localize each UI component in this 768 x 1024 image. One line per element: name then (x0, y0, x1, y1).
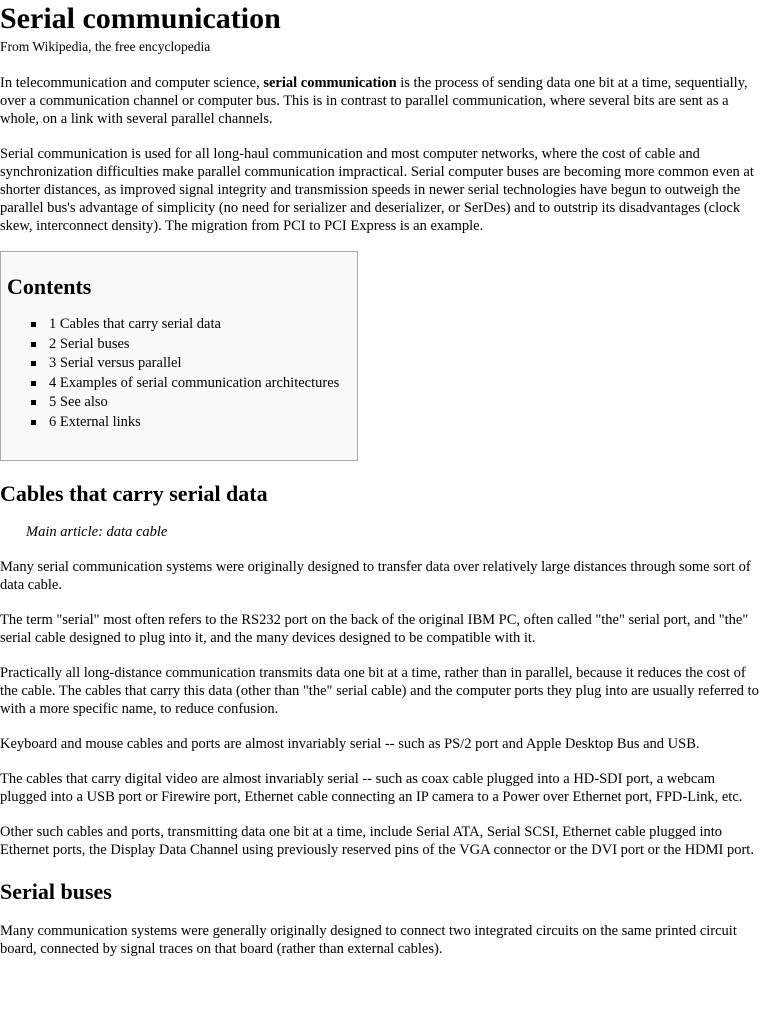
bullet-icon (31, 420, 36, 425)
intro-paragraph-1 (0, 74, 762, 128)
toc-item[interactable] (31, 374, 351, 394)
toc-title: Contents (7, 274, 92, 299)
intro-paragraph-2: Serial communication is used for all long-haul communication and most computer networks, where the cost of cable and synchronization difficulties make parallel communication impractical. Serial computer buses are becoming more common even at shorter distances, as improved signal integrity and transmission speeds in newer serial technologies have begun to outweigh the parallel bus's advantage of simplicity (no need for serializer and deserializer, or SerDes) and to outstrip its disadvantages (clock skew, interconnect density). The migration from PCI to PCI Express is an example. (0, 146, 754, 234)
bullet-icon (31, 361, 36, 366)
cables-paragraph-1: Many serial communication systems were originally designed to transfer data over relatively large distances through some sort of data cable. (0, 559, 751, 593)
cables-paragraph-6: Other such cables and ports, transmitting data one bit at a time, include Serial ATA, Serial SCSI, Ethernet cable plugged into Ethernet ports, the Display Data Channel using previously reserved pins of the VGA connector or the DVI port or the HDMI port. (0, 824, 754, 858)
intro-text: is the process of sending data one bit at a time, sequentially, over a communication channel or computer bus. This is in contrast to parallel communication, where several bits are sent as a whole, on a link with several parallel channels. (0, 75, 748, 127)
cables-paragraph-4: Keyboard and mouse cables and ports are almost invariably serial -- such as PS/2 port and Apple Desktop Bus and USB. (0, 736, 700, 752)
toc-link[interactable]: 6 External links (49, 413, 141, 430)
bullet-icon (31, 400, 36, 405)
toc-item[interactable] (31, 393, 351, 413)
toc-link[interactable]: 4 Examples of serial communication architectures (49, 374, 340, 391)
site-tagline: From Wikipedia, the free encyclopedia (0, 39, 211, 54)
toc-link[interactable]: 3 Serial versus parallel (49, 355, 182, 371)
bullet-icon (31, 342, 36, 347)
toc-link[interactable]: 5 See also (49, 394, 108, 410)
cables-paragraph-5: The cables that carry digital video are almost invariably serial -- such as coax cable plugged into a HD-SDI port, a webcam plugged into a USB port or Firewire port, Ethernet cable connecting an IP camera to a Power over Ethernet port, FPD-Link, etc. (0, 771, 743, 805)
intro-text: In telecommunication and computer science, (0, 75, 264, 91)
bullet-icon (31, 322, 36, 327)
toc-item[interactable] (31, 315, 351, 335)
toc-link[interactable]: 2 Serial buses (49, 335, 130, 352)
buses-paragraph-1: Many communication systems were generally originally designed to connect two integrated circuits on the same printed circuit board, connected by signal traces on that board (rather than external cables). (0, 923, 737, 957)
table-of-contents (0, 251, 358, 461)
page-title: Serial communication (0, 2, 281, 35)
toc-list (7, 315, 351, 432)
hatnote-link[interactable]: data cable (106, 524, 168, 540)
cables-paragraph-3: Practically all long-distance communication transmits data one bit at a time, rather than in parallel, because it reduces the cost of the cable. The cables that carry this data (other than "the" serial cable) and the computer ports they plug into are usually referred to with a more specific name, to reduce confusion. (0, 665, 759, 717)
intro-bold-term: serial communication (263, 75, 397, 91)
toc-link[interactable]: 1 Cables that carry serial data (49, 316, 221, 332)
hatnote-prefix: Main article: (26, 524, 107, 540)
bullet-icon (31, 381, 36, 386)
toc-item[interactable] (31, 335, 351, 355)
cables-paragraph-2: The term "serial" most often refers to the RS232 port on the back of the original IBM PC, often called "the" serial port, and "the" serial cable designed to plug into it, and the many devices designed to be compatible with it. (0, 612, 749, 646)
hatnote (26, 523, 768, 541)
toc-item[interactable] (31, 413, 351, 433)
section-heading-buses: Serial buses (0, 879, 112, 904)
section-heading-cables: Cables that carry serial data (0, 481, 268, 506)
toc-item[interactable] (31, 354, 351, 374)
